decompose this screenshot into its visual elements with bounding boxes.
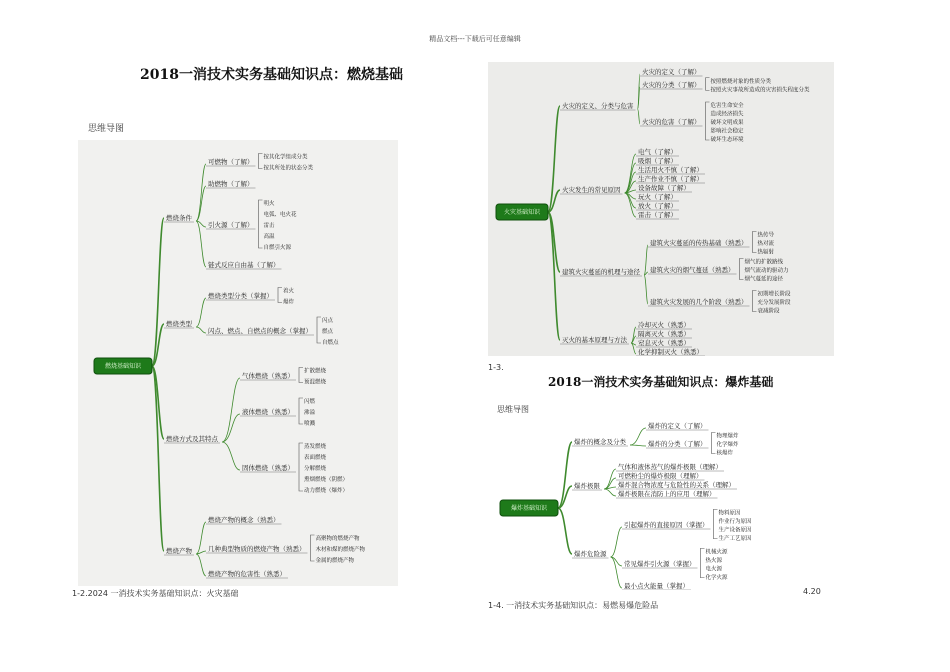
branch-label: 燃烧类型 (166, 320, 192, 328)
branch-label: 火灾发生的常见原因 (562, 186, 621, 194)
child-label: 玩火（了解） (638, 193, 677, 201)
fire-mindmap (488, 62, 834, 356)
brace-line (299, 443, 303, 491)
leaf-label: 分解燃烧 (304, 466, 327, 472)
connector-line (604, 489, 616, 496)
leaf-label: 高聚物的燃烧产物 (315, 536, 360, 542)
leaf-label: 衰减阶段 (757, 308, 780, 315)
leaf-label: 木材和煤的燃烧产物 (315, 547, 366, 553)
child-label: 爆炸的分类（了解） (648, 440, 707, 448)
branch-label: 爆炸危险源 (574, 550, 607, 558)
leaf-label: 闪点 (322, 318, 334, 324)
child-label: 燃烧产物的概念（熟悉） (208, 516, 280, 524)
leaf-label: 充分发展阶段 (757, 300, 791, 306)
leaf-label: 沸溢 (304, 410, 316, 416)
right-bottom-mindmap-panel (488, 418, 834, 590)
root-label: 燃烧基础知识 (104, 363, 142, 370)
leaf-label: 机械火源 (705, 549, 728, 556)
leaf-label: 破坏文明成果 (710, 120, 744, 126)
child-label: 建筑火灾的烟气蔓延（熟悉） (650, 266, 735, 274)
left-mindmap-panel (78, 140, 398, 586)
leaf-label: 熏烟燃烧（阴燃） (304, 477, 349, 483)
leaf-label: 烟气的扩散路线 (744, 259, 784, 266)
brace-line (701, 548, 705, 578)
leaf-label: 造成经济损失 (710, 111, 744, 118)
explosion-mindmap (488, 418, 834, 590)
child-label: 设备故障（了解） (638, 184, 690, 192)
leaf-label: 热火源 (705, 557, 723, 564)
child-label: 窒息灭火（熟悉） (638, 339, 690, 347)
leaf-label: 热对流 (757, 241, 775, 247)
child-label: 电气（了解） (638, 148, 677, 156)
child-label: 建筑火灾蔓延的传热基础（熟悉） (650, 239, 748, 247)
child-label: 引火源（了解） (208, 221, 254, 229)
leaf-label: 化学火源 (705, 574, 728, 581)
leaf-label: 化学爆炸 (716, 442, 739, 448)
child-label: 吸烟（了解） (638, 157, 677, 165)
root-label: 爆炸基础知识 (510, 505, 548, 512)
child-label: 放火（了解） (638, 202, 677, 210)
leaf-label: 明火 (263, 201, 275, 207)
right-bottom-caption: 1-4. 一消技术实务基础知识点：易燃易爆危险品 (488, 601, 659, 610)
connector-line (638, 109, 641, 124)
brace-line (278, 288, 282, 303)
child-label: 燃烧类型分类（掌握） (208, 292, 273, 300)
right-bottom-title: 2018一消技术实务基础知识点：爆炸基础 (548, 375, 774, 389)
leaf-label: 爆炸 (283, 299, 295, 306)
leaf-label: 动力燃烧（爆炸） (304, 488, 349, 494)
leaf-label: 物理爆炸 (716, 433, 739, 440)
child-label: 常见爆炸引火源（掌握） (624, 560, 696, 568)
leaf-label: 按其所处的状态分类 (263, 165, 314, 172)
left-caption: 1-2.2024 一消技术实务基础知识点：火灾基础 (72, 589, 239, 598)
brace-line (311, 535, 315, 561)
leaf-label: 着火 (283, 288, 295, 295)
child-label: 燃烧产物的危害性（熟悉） (208, 570, 286, 578)
leaf-label: 热辐射 (757, 249, 775, 256)
leaf-label: 燃点 (322, 329, 334, 335)
branch-label: 爆炸极限 (574, 482, 600, 490)
connector-line (611, 527, 623, 557)
child-label: 气体和液体蒸气的爆炸极限（理解） (618, 463, 722, 471)
child-label: 气体燃烧（熟悉） (242, 372, 294, 380)
left-title: 2018一消技术实务基础知识点：燃烧基础 (140, 67, 403, 83)
leaf-label: 生产设备原因 (718, 527, 752, 534)
branch-label: 灭火的基本原理与方法 (562, 336, 627, 344)
brace-line (299, 398, 303, 424)
right-top-caption: 1-3. (488, 363, 504, 372)
brace-line (299, 368, 303, 383)
child-label: 雷击（了解） (638, 211, 677, 219)
brace-line (706, 78, 710, 91)
child-label: 生活用火不慎（了解） (638, 166, 703, 174)
connector-line (222, 442, 240, 470)
child-label: 火灾的分类（了解） (642, 81, 701, 89)
child-label: 引起爆炸的直接原因（掌握） (624, 521, 709, 529)
child-label: 生产作业不慎（了解） (638, 175, 703, 183)
connector-line (196, 298, 206, 327)
child-label: 爆炸的定义（了解） (648, 422, 707, 430)
connector-line (548, 106, 560, 212)
branch-label: 建筑火灾蔓延的机理与途径 (562, 268, 640, 276)
connector-line (625, 193, 637, 217)
leaf-label: 电火源 (705, 566, 723, 573)
leaf-label: 扩散燃烧 (304, 368, 327, 375)
child-label: 闪点、燃点、自燃点的概念（掌握） (208, 327, 312, 335)
brace-line (740, 259, 744, 280)
branch-label: 燃烧产物 (166, 547, 192, 555)
brace-line (706, 102, 710, 140)
child-label: 火灾的定义（了解） (642, 68, 701, 76)
brace-line (753, 291, 757, 312)
brace-line (714, 509, 718, 539)
connector-line (630, 428, 646, 445)
connector-line (558, 508, 572, 554)
connector-line (196, 164, 206, 221)
child-label: 固体燃烧（熟悉） (242, 464, 294, 472)
child-label: 隔离灭火（熟悉） (638, 330, 690, 338)
child-label: 液体燃烧（熟悉） (242, 408, 294, 416)
child-label: 爆炸混合物浓度与危险性的关系（理解） (618, 481, 735, 489)
right-top-mindmap-panel (488, 62, 834, 356)
leaf-label: 烟气蔓延的途径 (744, 276, 784, 283)
leaf-label: 按其化学组成分类 (263, 154, 308, 161)
leaf-label: 预混燃烧 (304, 379, 327, 386)
connector-line (644, 275, 648, 304)
branch-label: 燃烧条件 (166, 214, 192, 222)
leaf-label: 作业行为原因 (718, 518, 752, 525)
connector-line (644, 245, 648, 275)
child-label: 冷却灭火（熟悉） (638, 321, 690, 329)
leaf-label: 烟气流动的驱动力 (744, 268, 789, 274)
brace-line (753, 232, 757, 253)
connector-line (222, 414, 240, 442)
child-label: 火灾的危害（了解） (642, 118, 701, 126)
child-label: 化学抑制灭火（熟悉） (638, 348, 703, 356)
branch-label: 爆炸的概念及分类 (574, 438, 626, 446)
child-label: 助燃物（了解） (208, 180, 254, 188)
connector-line (196, 554, 206, 576)
brace-line (712, 433, 716, 454)
leaf-label: 雷击 (263, 223, 275, 229)
child-label: 爆炸极限在消防上的应用（理解） (618, 490, 716, 498)
child-label: 链式反应自由基（了解） (208, 261, 280, 269)
connector-line (611, 557, 623, 588)
child-label: 几种典型物质的燃烧产物（熟悉） (208, 545, 306, 553)
connector-line (196, 221, 206, 267)
page-header: 精品文档---下载后可任意编辑 (429, 35, 521, 43)
leaf-label: 核爆炸 (716, 450, 734, 457)
branch-label: 火灾的定义、分类与危害 (562, 102, 634, 110)
leaf-label: 影响社会稳定 (710, 128, 744, 135)
connector-line (196, 327, 206, 333)
leaf-label: 蒸发燃烧 (304, 444, 327, 450)
root-label: 火灾基础知识 (503, 209, 541, 216)
connector-line (196, 522, 206, 554)
leaf-label: 热传导 (757, 232, 775, 239)
brace-line (317, 317, 321, 343)
child-label: 可燃物（了解） (208, 158, 254, 166)
leaf-label: 生产工艺原因 (718, 535, 752, 542)
right-bottom-subtitle: 思维导图 (497, 405, 529, 414)
connector-line (222, 378, 240, 442)
child-label: 最小点火能量（掌握） (624, 582, 689, 590)
page-label: 4.20 (803, 587, 821, 596)
child-label: 建筑火灾发展的几个阶段（熟悉） (650, 298, 748, 306)
leaf-label: 喷溅 (304, 421, 316, 427)
leaf-label: 闪燃 (304, 399, 316, 405)
leaf-label: 高温 (263, 234, 275, 240)
leaf-label: 初期增长阶段 (757, 291, 791, 298)
combustion-mindmap (78, 140, 398, 586)
leaf-label: 金属的燃烧产物 (315, 558, 355, 564)
leaf-label: 自燃点 (322, 340, 339, 346)
leaf-label: 电弧、电火花 (263, 212, 297, 218)
child-label: 可燃粉尘的爆炸极限（理解） (618, 472, 703, 480)
leaf-label: 自燃引火源 (263, 245, 292, 251)
leaf-label: 按照燃烧对象的性质分类 (710, 78, 772, 85)
brace-line (259, 200, 263, 248)
leaf-label: 按照火灾事故所造成的灾害损失程度分类 (710, 87, 810, 94)
leaf-label: 表面燃烧 (304, 455, 327, 461)
branch-label: 燃烧方式及其特点 (166, 435, 218, 443)
brace-line (259, 154, 263, 169)
leaf-label: 破坏生态环境 (710, 137, 744, 143)
connector-line (196, 186, 206, 221)
leaf-label: 危害生命安全 (710, 103, 744, 109)
connector-line (630, 445, 646, 446)
leaf-label: 物料原因 (718, 510, 741, 517)
left-subtitle: 思维导图 (88, 124, 125, 134)
